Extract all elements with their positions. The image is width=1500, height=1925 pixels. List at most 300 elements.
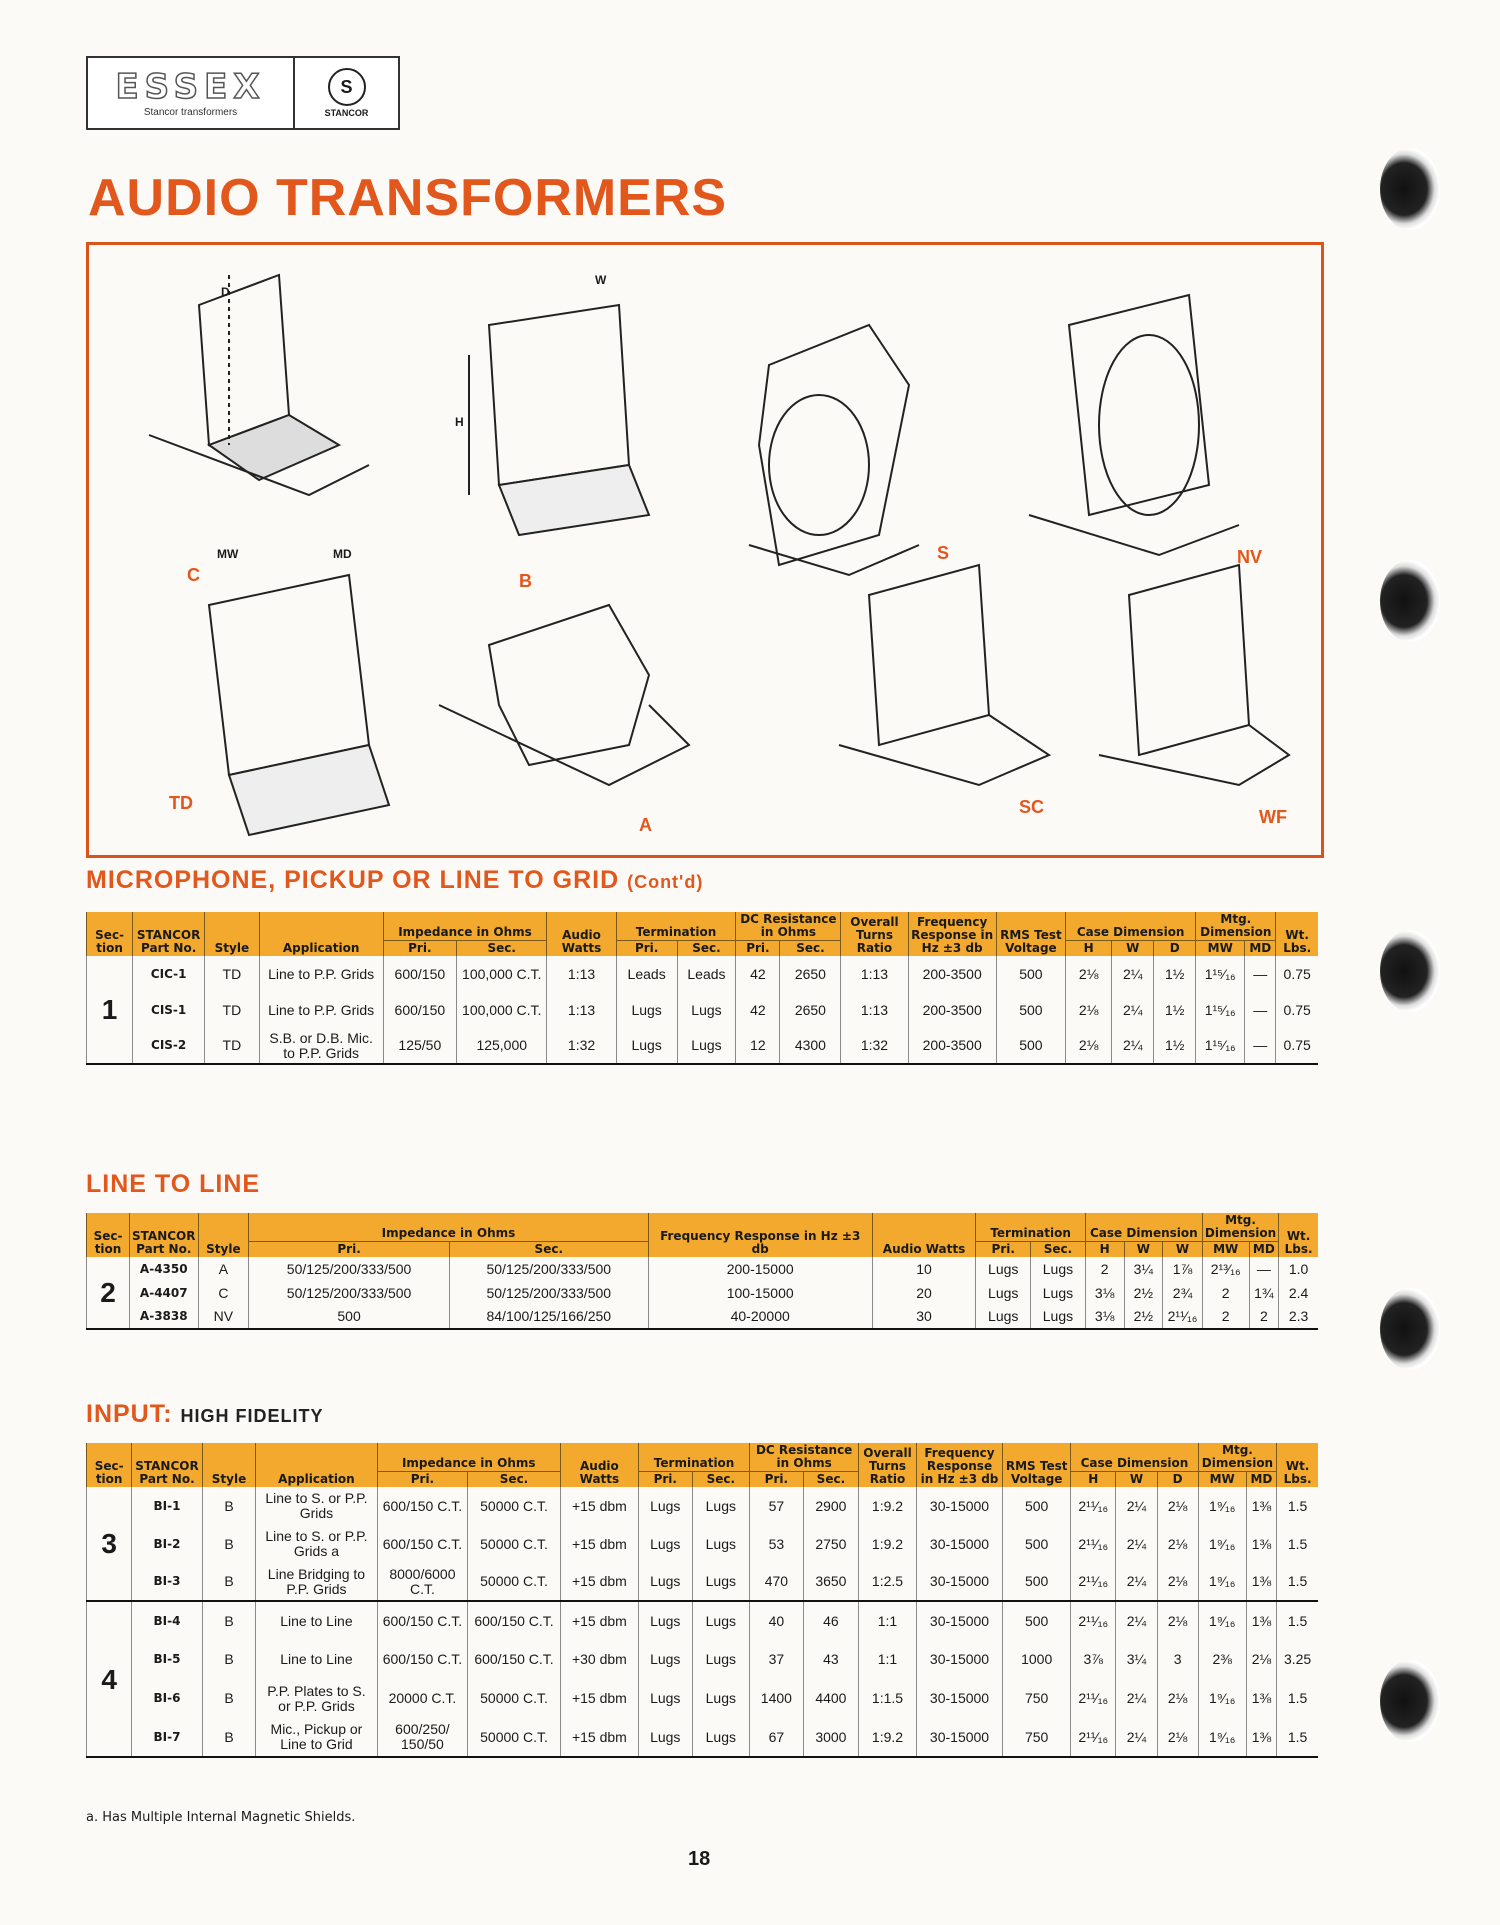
cell-app: Line to P.P. Grids [259,956,383,992]
cell-sec2: 50/125/200/333/500 [449,1281,648,1305]
cell-wt: 2.3 [1279,1305,1318,1329]
cell-style: A [198,1257,249,1281]
cell-freq: 200-3500 [908,956,996,992]
table-row [87,992,1319,1028]
cell-w: 2¼ [1116,1718,1157,1757]
cell-w: 2¼ [1112,992,1154,1028]
page-title: AUDIO TRANSFORMERS [88,169,728,227]
column-header: Sec. [449,1242,648,1258]
cell-watts: +15 dbm [560,1487,638,1525]
column-header: Pri. [383,941,457,957]
cell-ts: Lugs [692,1640,750,1679]
cell-pri: 8000/6000 C.T. [377,1563,468,1601]
cell-md: 1¾ [1249,1281,1279,1305]
column-header: W [1116,1472,1157,1488]
cell-dp: 1400 [750,1679,804,1718]
cell-watts: 10 [872,1257,976,1281]
cell-ds: 2650 [780,992,841,1028]
column-header: H [1071,1472,1116,1488]
column-header: Wt. Lbs. [1279,1213,1318,1257]
cell-w: 3¼ [1116,1640,1157,1679]
column-header: MD [1246,1472,1277,1488]
dim-label-mw: MW [217,547,239,561]
cell-app: Line to P.P. Grids [259,992,383,1028]
cell-ts: Lugs [677,1028,736,1064]
cell-dp: 37 [750,1640,804,1679]
cell-rms: 500 [996,1028,1065,1064]
table-row [87,1640,1319,1679]
cell-md: — [1245,956,1276,992]
cell-md: 2⅛ [1246,1640,1277,1679]
cell-tp: Leads [616,956,677,992]
cell-md: 1⅜ [1246,1525,1277,1563]
cell-dp: 42 [736,992,780,1028]
cell-freq: 30-15000 [916,1487,1002,1525]
cell-wt: 1.5 [1277,1563,1318,1601]
table-row [87,1487,1319,1525]
table-row [87,956,1319,992]
dim-label-d: D [221,285,230,299]
cell-d: 1½ [1154,956,1196,992]
column-header: Pri. [736,941,780,957]
case-drawings [89,245,1321,855]
cell-watts: +15 dbm [560,1601,638,1640]
cell-h: 2¹¹⁄₁₆ [1071,1718,1116,1757]
cell-ratio: 1:9.2 [859,1525,917,1563]
stancor-seal-icon: S [328,68,366,106]
cell-pri: 500 [249,1305,450,1329]
cell-tp: Lugs [616,992,677,1028]
section-number: 1 [87,956,133,1064]
cell-tp: Lugs [976,1281,1031,1305]
column-header: STANCOR Part No. [132,1443,202,1487]
cell-h: 3⅛ [1085,1281,1124,1305]
cell-w: 2¼ [1112,1028,1154,1064]
column-header: Pri. [976,1242,1031,1258]
column-header: MW [1202,1242,1249,1258]
cell-h: 2¹¹⁄₁₆ [1071,1601,1116,1640]
cell-w: 2¼ [1116,1601,1157,1640]
cell-watts: 20 [872,1281,976,1305]
column-header: W [1163,1242,1203,1258]
cell-rms: 500 [1003,1563,1071,1601]
case-c-drawing [149,275,369,495]
column-header: Style [198,1213,249,1257]
cell-wt: 0.75 [1276,956,1318,992]
column-header: Application [256,1443,377,1487]
label-style-a: A [639,815,652,835]
binder-hole [1380,560,1440,642]
cell-sec2: 50000 C.T. [468,1718,561,1757]
cell-freq: 30-15000 [916,1525,1002,1563]
cell-style: C [198,1281,249,1305]
cell-h: 2¹¹⁄₁₆ [1071,1525,1116,1563]
column-header: W [1112,941,1154,957]
column-header: Case Dimension [1071,1443,1199,1472]
cell-w2: 2¾ [1163,1281,1203,1305]
cell-freq: 30-15000 [916,1640,1002,1679]
cell-rms: 500 [1003,1487,1071,1525]
column-header: MD [1249,1242,1279,1258]
column-header: MD [1245,941,1276,957]
table-input-body-3 [87,1487,1319,1601]
column-header: Wt. Lbs. [1276,912,1318,956]
cell-mw: 1⁹⁄₁₆ [1198,1563,1246,1601]
table-input [86,1443,1318,1758]
cell-app: Line to Line [256,1640,377,1679]
column-header: Pri. [639,1472,693,1488]
column-header: RMS Test Voltage [1003,1443,1071,1487]
cell-w: 2¼ [1116,1487,1157,1525]
column-header: Style [202,1443,256,1487]
cell-wt: 3.25 [1277,1640,1318,1679]
cell-watts: +15 dbm [560,1563,638,1601]
cell-ds: 43 [803,1640,859,1679]
cell-sec2: 600/150 C.T. [468,1640,561,1679]
cell-app: Mic., Pickup or Line to Grid [256,1718,377,1757]
cell-style: TD [205,956,260,992]
cell-pri: 600/250/ 150/50 [377,1718,468,1757]
cell-ds: 4300 [780,1028,841,1064]
cell-app: Line Bridging to P.P. Grids [256,1563,377,1601]
stancor-seal [295,58,398,128]
column-header: Termination [976,1213,1085,1242]
cell-mw: 1¹⁵⁄₁₆ [1196,992,1245,1028]
cell-ratio: 1:1 [859,1601,917,1640]
section-input-title: INPUT: HIGH FIDELITY [86,1400,324,1428]
cell-pri: 50/125/200/333/500 [249,1257,450,1281]
cell-mw: 2 [1202,1305,1249,1329]
column-header: Overall Turns Ratio [841,912,908,956]
cell-sec2: 50000 C.T. [468,1525,561,1563]
cell-d: 2⅛ [1157,1601,1198,1640]
cell-watts: 1:32 [547,1028,616,1064]
cell-wt: 2.4 [1279,1281,1318,1305]
cell-mw: 1⁹⁄₁₆ [1198,1487,1246,1525]
case-b-drawing [469,305,649,535]
cell-h: 3⅞ [1071,1640,1116,1679]
column-header: H [1066,941,1112,957]
cell-part: CIS-2 [133,1028,205,1064]
cell-ts: Lugs [692,1487,750,1525]
column-header: MW [1198,1472,1246,1488]
dim-label-h: H [455,415,464,429]
column-header: Sec. [457,941,547,957]
cell-wt: 1.0 [1279,1257,1318,1281]
cell-w: 2¼ [1112,956,1154,992]
column-header: DC Resistance in Ohms [750,1443,859,1472]
cell-mw: 1⁹⁄₁₆ [1198,1525,1246,1563]
section-number: 2 [87,1257,130,1329]
section-mic-suffix: (Cont'd) [627,872,704,892]
table-line [86,1213,1318,1330]
section-input-subtitle: HIGH FIDELITY [180,1406,324,1426]
cell-ds: 46 [803,1601,859,1640]
cell-freq: 200-15000 [648,1257,872,1281]
cell-d: 3 [1157,1640,1198,1679]
cell-md: — [1245,992,1276,1028]
cell-wt: 1.5 [1277,1601,1318,1640]
cell-part: BI-1 [132,1487,202,1525]
binder-hole [1380,1660,1440,1742]
cell-md: — [1249,1257,1279,1281]
section-number: 4 [87,1601,132,1757]
cell-part: A-4407 [130,1281,198,1305]
column-header: Case Dimension [1066,912,1196,941]
cell-mw: 1⁹⁄₁₆ [1198,1601,1246,1640]
column-header: Wt. Lbs. [1277,1443,1318,1487]
cell-part: BI-3 [132,1563,202,1601]
cell-style: B [202,1640,256,1679]
cell-ds: 3000 [803,1718,859,1757]
cell-rms: 500 [996,992,1065,1028]
cell-part: BI-6 [132,1679,202,1718]
binder-hole [1380,148,1440,230]
cell-watts: +15 dbm [560,1525,638,1563]
case-styles-diagram [86,242,1324,858]
binder-hole [1380,930,1440,1012]
cell-app: Line to S. or P.P. Grids [256,1487,377,1525]
cell-part: BI-2 [132,1525,202,1563]
cell-freq: 200-3500 [908,1028,996,1064]
cell-style: B [202,1718,256,1757]
column-header: Impedance in Ohms [249,1213,648,1242]
cell-freq: 40-20000 [648,1305,872,1329]
table-row [87,1718,1319,1757]
cell-md: 1⅜ [1246,1679,1277,1718]
column-header: Mtg. Dimension [1202,1213,1278,1242]
cell-tp: Lugs [976,1305,1031,1329]
cell-pri: 125/50 [383,1028,457,1064]
cell-sec2: 100,000 C.T. [457,956,547,992]
cell-ts: Lugs [1031,1257,1086,1281]
table-row [87,1525,1319,1563]
cell-sec2: 50000 C.T. [468,1563,561,1601]
column-header: Sec-tion [87,1443,132,1487]
cell-w: 2¼ [1116,1563,1157,1601]
column-header: Impedance in Ohms [377,1443,560,1472]
cell-wt: 0.75 [1276,1028,1318,1064]
cell-d: 1½ [1154,1028,1196,1064]
cell-freq: 30-15000 [916,1718,1002,1757]
cell-ds: 2750 [803,1525,859,1563]
cell-w: 3¼ [1124,1257,1163,1281]
cell-sec2: 125,000 [457,1028,547,1064]
cell-ts: Leads [677,956,736,992]
cell-tp: Lugs [976,1257,1031,1281]
table-mic [86,912,1318,1065]
cell-ds: 2900 [803,1487,859,1525]
column-header: STANCOR Part No. [130,1213,198,1257]
cell-tp: Lugs [639,1487,693,1525]
column-header: Sec-tion [87,912,133,956]
cell-app: P.P. Plates to S. or P.P. Grids [256,1679,377,1718]
cell-pri: 50/125/200/333/500 [249,1281,450,1305]
cell-sec2: 50000 C.T. [468,1679,561,1718]
column-header: Style [205,912,260,956]
column-header: Pri. [750,1472,804,1488]
cell-h: 2⅛ [1066,992,1112,1028]
cell-pri: 600/150 C.T. [377,1640,468,1679]
cell-style: B [202,1525,256,1563]
column-header: Overall Turns Ratio [859,1443,917,1487]
cell-w2: 1⅞ [1163,1257,1203,1281]
column-header: Audio Watts [872,1213,976,1257]
column-header: Sec. [780,941,841,957]
section-line-title: LINE TO LINE [86,1170,261,1198]
table-row [87,1679,1319,1718]
label-style-s: S [937,543,950,563]
cell-ds: 2650 [780,956,841,992]
column-header: DC Resistance in Ohms [736,912,841,941]
column-header: H [1085,1242,1124,1258]
column-header: Pri. [377,1472,468,1488]
cell-w: 2½ [1124,1305,1163,1329]
cell-sec2: 50/125/200/333/500 [449,1257,648,1281]
section-mic-title: MICROPHONE, PICKUP OR LINE TO GRID (Cont'd) [86,866,704,894]
cell-mw: 2⅜ [1198,1640,1246,1679]
column-header: Sec. [468,1472,561,1488]
cell-tp: Lugs [639,1601,693,1640]
cell-dp: 40 [750,1601,804,1640]
column-header: W [1124,1242,1163,1258]
cell-rms: 500 [1003,1525,1071,1563]
cell-d: 2⅛ [1157,1487,1198,1525]
cell-ts: Lugs [1031,1281,1086,1305]
cell-part: BI-7 [132,1718,202,1757]
cell-rms: 750 [1003,1679,1071,1718]
cell-dp: 42 [736,956,780,992]
label-style-nv: NV [1237,547,1263,567]
cell-rms: 750 [1003,1718,1071,1757]
cell-w: 2¼ [1116,1679,1157,1718]
table-row [87,1601,1319,1640]
column-header: Sec. [1031,1242,1086,1258]
cell-tp: Lugs [639,1640,693,1679]
cell-d: 2⅛ [1157,1525,1198,1563]
cell-freq: 100-15000 [648,1281,872,1305]
column-header: D [1157,1472,1198,1488]
column-header: Impedance in Ohms [383,912,547,941]
cell-sec2: 100,000 C.T. [457,992,547,1028]
dim-label-md: MD [333,547,352,561]
cell-h: 2⅛ [1066,1028,1112,1064]
cell-pri: 600/150 C.T. [377,1601,468,1640]
table-row [87,1281,1319,1305]
cell-app: Line to S. or P.P. Grids a [256,1525,377,1563]
cell-md: 1⅜ [1246,1601,1277,1640]
cell-tp: Lugs [639,1563,693,1601]
cell-part: CIC-1 [133,956,205,992]
cell-ratio: 1:9.2 [859,1718,917,1757]
cell-ts: Lugs [677,992,736,1028]
label-style-c: C [187,565,200,585]
label-style-wf: WF [1259,807,1287,827]
table-input-body-4 [87,1601,1319,1757]
cell-dp: 470 [750,1563,804,1601]
cell-wt: 0.75 [1276,992,1318,1028]
cell-pri: 600/150 [383,992,457,1028]
cell-ts: Lugs [692,1601,750,1640]
column-header: RMS Test Voltage [996,912,1065,956]
cell-freq: 30-15000 [916,1601,1002,1640]
section-number: 3 [87,1487,132,1601]
case-s-drawing [749,325,919,575]
cell-d: 2⅛ [1157,1563,1198,1601]
table-row [87,1305,1319,1329]
cell-d: 2⅛ [1157,1679,1198,1718]
label-style-sc: SC [1019,797,1045,817]
cell-wt: 1.5 [1277,1718,1318,1757]
cell-ts: Lugs [692,1525,750,1563]
table-row [87,1028,1319,1064]
case-wf-drawing [1099,565,1289,785]
cell-h: 2 [1085,1257,1124,1281]
cell-pri: 20000 C.T. [377,1679,468,1718]
cell-ratio: 1:13 [841,992,908,1028]
cell-style: NV [198,1305,249,1329]
cell-freq: 30-15000 [916,1679,1002,1718]
cell-part: A-3838 [130,1305,198,1329]
cell-ratio: 1:1.5 [859,1679,917,1718]
cell-tp: Lugs [639,1718,693,1757]
essex-stancor-logo [86,56,400,130]
cell-h: 2⅛ [1066,956,1112,992]
column-header: Audio Watts [547,912,616,956]
cell-rms: 500 [1003,1601,1071,1640]
cell-freq: 30-15000 [916,1563,1002,1601]
cell-style: B [202,1679,256,1718]
label-style-td: TD [169,793,193,813]
case-a-drawing [439,605,689,785]
cell-wt: 1.5 [1277,1679,1318,1718]
cell-sec2: 84/100/125/166/250 [449,1305,648,1329]
cell-ts: Lugs [692,1718,750,1757]
cell-tp: Lugs [616,1028,677,1064]
logo-tagline: Stancor transformers [143,106,238,118]
cell-w: 2¼ [1116,1525,1157,1563]
column-header: Sec. [692,1472,750,1488]
column-header: Frequency Response in Hz ±3 db [916,1443,1002,1487]
cell-dp: 57 [750,1487,804,1525]
column-header: Termination [639,1443,750,1472]
cell-style: B [202,1601,256,1640]
cell-style: B [202,1487,256,1525]
cell-md: — [1245,1028,1276,1064]
cell-mw: 1⁹⁄₁₆ [1198,1679,1246,1718]
case-td-drawing [209,575,389,835]
cell-part: A-4350 [130,1257,198,1281]
cell-sec2: 50000 C.T. [468,1487,561,1525]
cell-mw: 2¹³⁄₁₆ [1202,1257,1249,1281]
cell-style: B [202,1563,256,1601]
column-header: Pri. [249,1242,450,1258]
cell-wt: 1.5 [1277,1487,1318,1525]
column-header: Mtg. Dimension [1196,912,1276,941]
cell-ratio: 1:9.2 [859,1487,917,1525]
table-row [87,1563,1319,1601]
column-header: STANCOR Part No. [133,912,205,956]
column-header: Audio Watts [560,1443,638,1487]
column-header: Mtg. Dimension [1198,1443,1277,1472]
cell-ts: Lugs [692,1679,750,1718]
cell-d: 2⅛ [1157,1718,1198,1757]
cell-pri: 600/150 [383,956,457,992]
table-mic-body [87,956,1319,1064]
binder-hole [1380,1288,1440,1370]
cell-dp: 67 [750,1718,804,1757]
cell-part: BI-4 [132,1601,202,1640]
